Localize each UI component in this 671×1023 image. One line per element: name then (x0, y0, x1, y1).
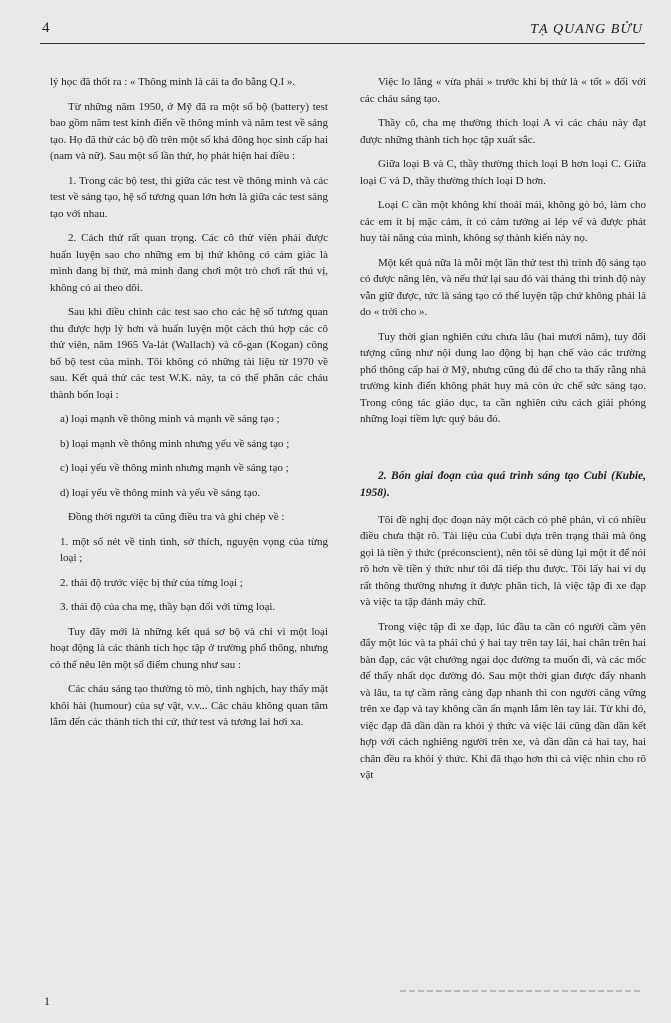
paragraph: Sau khi điều chỉnh các test sao cho các hệ số tương quan thu được hợp lý hơn và huấn luyện một cách thủ hợp các cô thử viên, năm 1965 Va-lát (Wallach) và cô-gan (Kogan) công bố bộ test của mình. Tôi không có những tài liệu từ 1970 về sau. Kết quả thử các test W.K. này, ta có thể phân các cháu thành bốn loại : (50, 306, 328, 401)
paragraph: Một kết quả nữa là mỗi một lần thử test thì trình độ sáng tạo có được nâng lên, và nếu thử lại sau đó vài tháng thì trình độ này vẫn giữ được, tức là sáng tạo có thể luyện tập chứ không phải là do « trời cho ». (360, 256, 646, 318)
list-item: b) loại mạnh về thông minh nhưng yếu về sáng tạo ; (60, 437, 290, 450)
paragraph: Đồng thời người ta cũng điều tra và ghi chép về : (68, 511, 285, 523)
left-column (50, 74, 328, 739)
header-rule (40, 43, 645, 44)
list-item: 2. thái độ trước việc bị thử của từng loại ; (60, 576, 243, 589)
paragraph: 1. Trong các bộ test, thì giữa các test về thông minh và các test về sáng tạo, hệ số tương quan lớn hơn là giữa các test sáng tạo với nhau. (50, 174, 328, 220)
running-title: TẠ QUANG BỬU (530, 22, 643, 37)
list-item: 3. thái độ của cha mẹ, thầy bạn đối với từng loại. (60, 601, 276, 613)
page-number: 4 (42, 20, 50, 36)
paragraph: 2. Cách thử rất quan trọng. Các cô thử viên phải được huấn luyện sao cho những em bị thử không có cảm giác là mình đang bị thử, mà mình đang chơi một trò chơi rất thú vị, không có ai theo dõi. (50, 232, 328, 294)
list-item: c) loại yếu về thông minh nhưng mạnh về sáng tạo ; (60, 462, 289, 474)
paragraph: Tuy thời gian nghiên cứu chưa lâu (hai mươi năm), tuy đối tượng cũng như nội dung lao động bị hạn chế vào các trường phổ thông cấp hai ở Mỹ, nhưng cũng đủ để cho ta thấy rằng nhà trường kinh điển không phát huy mà còn ức chế sức sáng tạo. Trong công tác giáo dục, ta cần nghiên cứu cách giải phóng những loại tiềm lực quý báu đó. (360, 330, 646, 425)
paragraph: Việc lo lắng « vừa phải » trước khi bị thử là « tốt » đối với các cháu sáng tạo. (360, 76, 646, 105)
paragraph: Các cháu sáng tạo thường tò mò, tinh nghịch, hay thấy mặt khôi hài (humour) của sự vật, v.v... Các cháu không quan tâm lắm đến các thành tích thi cử, thử test và tương lai hơi xa. (50, 683, 328, 728)
paragraph: Thầy cô, cha mẹ thường thích loại A vì các cháu này đạt được những thành tích học tập xuất sắc. (360, 117, 646, 146)
paragraph: Từ những năm 1950, ở Mỹ đã ra một số bộ (battery) test bao gồm năm test kinh điển về thông minh và năm test về sáng tạo. Họ đã thử các bộ đồ trên một số khá đông học sinh cấp hai (nam và nữ). Sau một số lần thử, họ phát hiện hai điều : (50, 100, 328, 162)
footer-rule (400, 990, 640, 992)
list-item: 1. một số nét về tính tình, sở thích, nguyện vọng của từng loại ; (60, 535, 328, 564)
paragraph: Tuy đây mới là những kết quả sơ bộ và chỉ vì một loại hoạt động là các thành tích học tập ở trường phổ thông, nhưng có thể nêu lên một số điểm chung như sau : (50, 625, 328, 671)
list-item: d) loại yếu về thông minh và yếu về sáng tạo. (60, 486, 261, 499)
paragraph: Trong việc tập đi xe đạp, lúc đầu ta cần có người cầm yên đẩy một lúc và ta phải chú ý hai tay trên tay lái, hai chân trên hai bàn đạp, các vật chướng ngại dọc đường ta muốn đi, và các mốc để thấy nhất dọc đường đó. Sau một thời gian được đẩy nhanh và lâu, ta tự cầm răng càng đạp nhanh thì con người căng vững trên xe đạp và tay không cần ấn mạnh lắm lên tay lái. Từ khi đó, việc đạp đã dần dần ra khỏi ý thức và việc lái cũng dần dần kết hợp với cách nghiêng người trên xe, và dần dần cả hai tay, hai chân đều ra khỏi ý thức. Khi đã thạo hơn thì cả việc nhìn cho rõ vật (360, 620, 646, 781)
list-item: a) loại mạnh về thông minh và mạnh về sáng tạo ; (60, 413, 280, 425)
right-column (360, 74, 646, 792)
footer-mark: 1 (44, 994, 50, 1008)
paragraph: Loại C cần một không khí thoải mái, không gò bó, làm cho các em ít bị mặc cảm, ít có cảm tưởng ai lép vế và được phát huy tài năng của mình, không sợ thành kiến này nọ. (360, 199, 646, 244)
paragraph: Tôi đề nghị đọc đoạn này một cách có phê phán, vì có nhiều điều chưa thật rõ. Tài liệu của Cubi dựa trên trạng thái mà ông gọi là tiền ý thức (préconscient), nên tôi sẽ dùng lại một ít để nói rõ hơn về tiền ý thức như tôi đã tiếp thu được. Tôi lấy hai ví dụ rất thông thường nhưng ít được phân tích, là việc tập đi xe đạp và việc ta tập đánh máy chữ. (360, 513, 646, 608)
section-heading: 2. Bốn giai đoạn của quá trình sáng tạo Cubi (Kubie, 1958). (360, 469, 646, 499)
paragraph: lý học đã thốt ra : « Thông minh là cái ta đo bằng Q.I ». (50, 76, 296, 88)
paragraph: Giữa loại B và C, thầy thường thích loại B hơn loại C. Giữa loại C và D, thầy thường thích loại D hơn. (360, 158, 646, 187)
